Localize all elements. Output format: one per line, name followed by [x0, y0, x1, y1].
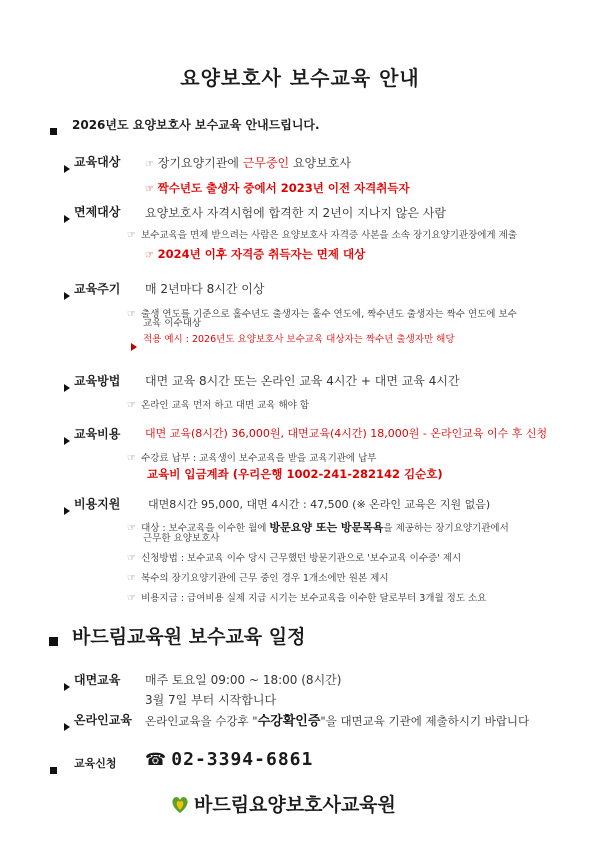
- hand-pointer-icon: ☞: [145, 184, 154, 195]
- hand-pointer-icon: ☞: [127, 230, 136, 241]
- hand-pointer-icon: ☞: [127, 593, 136, 604]
- intro-text: 2026년도 요양보호사 보수교육 안내드립니다.: [72, 118, 320, 132]
- leaf-logo-icon: [168, 792, 192, 816]
- cost-line3: 교육비 입금계좌 (우리은행 1002-241-282142 김순호): [147, 467, 443, 481]
- apply-label: 교육신청: [74, 757, 117, 770]
- online-line: 온라인교육을 수강후 "수강확인증"을 대면교육 기관에 제출하시기 바랍니다: [145, 714, 530, 729]
- offline-line2: 3월 7일 부터 시작합니다: [145, 693, 277, 707]
- online-arrow-icon: [64, 716, 70, 735]
- support-line5: ☞ 비용지급 : 급여비용 실제 지급 시기는 보수교육을 이수한 달로부터 3개월 정도 소요: [127, 593, 487, 604]
- support-line2-cont: 근무한 요양보호사: [143, 533, 220, 544]
- hand-pointer-icon: ☞: [145, 250, 154, 261]
- target-line2: ☞ 짝수년도 출생자 중에서 2023년 이전 자격취득자: [145, 181, 410, 195]
- apply-bullet: [50, 759, 57, 778]
- cost-line2: ☞ 수강료 납부 : 교육생이 보수교육을 받을 교육기관에 납부: [127, 453, 377, 464]
- cycle-line2-cont: 교육 이수대상: [143, 318, 202, 329]
- cycle-arrow-icon: [64, 285, 70, 304]
- cycle-label: 교육주기: [74, 282, 121, 296]
- method-label: 교육방법: [74, 374, 121, 388]
- cost-arrow-icon: [64, 430, 70, 449]
- support-line4: ☞ 복수의 장기요양기관에 근무 중인 경우 1개소에만 원본 제시: [127, 573, 389, 584]
- hand-pointer-icon: ☞: [127, 453, 136, 464]
- offline-arrow-icon: [64, 676, 70, 695]
- apply-phone[interactable]: [145, 749, 313, 770]
- phone-icon: ☎: [145, 750, 167, 770]
- exempt-line3: ☞ 2024년 이후 자격증 취득자는 면제 대상: [145, 247, 366, 261]
- cycle-line3: 적용 예시 : 2026년도 요양보호사 보수교육 대상자는 짝수년 출생자만 해당: [143, 334, 455, 345]
- cost-label: 교육비용: [74, 427, 121, 441]
- method-line1: 대면 교육 8시간 또는 온라인 교육 4시간 + 대면 교육 4시간: [145, 374, 460, 388]
- target-label: 교육대상: [74, 155, 121, 169]
- cycle-line3-arrow-icon: [131, 336, 137, 355]
- method-line2: ☞ 온라인 교육 먼저 하고 대면 교육 해야 함: [127, 400, 310, 411]
- hand-pointer-icon: ☞: [127, 553, 136, 564]
- intro-bullet: [50, 120, 57, 139]
- academy-logo-text: 바드림요양보호사교육원: [194, 794, 396, 816]
- page-title: 요양보호사 보수교육 안내: [180, 66, 420, 90]
- cycle-line2: ☞ 출생 연도를 기준으로 홀수년도 출생자는 홀수 연도에, 짝수년도 출생자는 짝수 연도에 보수: [127, 309, 517, 320]
- schedule-bullet: [49, 631, 58, 650]
- hand-pointer-icon: ☞: [145, 159, 154, 170]
- support-line1: 대면8시간 95,000, 대면 4시간 : 47,500 (※ 온라인 교육은 지원 없음): [148, 498, 491, 511]
- phone-number: 02-3394-6861: [171, 749, 314, 770]
- target-line1: ☞ 장기요양기관에 근무중인 요양보호사: [145, 156, 351, 170]
- support-label: 비용지원: [74, 497, 121, 511]
- hand-pointer-icon: ☞: [127, 523, 136, 534]
- hand-pointer-icon: ☞: [127, 309, 136, 320]
- cost-line1: 대면 교육(8시간) 36,000원, 대면교육(4시간) 18,000원 - 온라인교육 이수 후 신청: [145, 427, 548, 440]
- offline-line1: 매주 토요일 09:00 ~ 18:00 (8시간): [145, 673, 342, 687]
- hand-pointer-icon: ☞: [127, 573, 136, 584]
- academy-logo: [168, 790, 396, 817]
- target-arrow-icon: [64, 158, 70, 177]
- method-arrow-icon: [64, 377, 70, 396]
- hand-pointer-icon: ☞: [127, 400, 136, 411]
- support-line2: ☞ 대상 : 보수교육을 이수한 월에 방문요양 또는 방문목욕을 제공하는 장기요양기관에서: [127, 521, 509, 534]
- exempt-line1: 요양보호사 자격시험에 합격한 지 2년이 지나지 않은 사람: [145, 206, 446, 220]
- support-line3: ☞ 신청방법 : 보수교육 이수 당시 근무했던 방문기관으로 '보수교육 이수증' 제시: [127, 553, 462, 564]
- schedule-title: 바드림교육원 보수교육 일정: [72, 626, 306, 648]
- offline-label: 대면교육: [74, 673, 121, 687]
- exempt-line2: ☞ 보수교육을 면제 받으려는 사람은 요양보호사 자격증 사본을 소속 장기요양기관장에게 제출: [127, 230, 517, 241]
- cycle-line1: 매 2년마다 8시간 이상: [145, 282, 265, 296]
- online-label: 온라인교육: [74, 713, 132, 727]
- exempt-label: 면제대상: [74, 205, 121, 219]
- support-arrow-icon: [64, 500, 70, 519]
- exempt-arrow-icon: [64, 208, 70, 227]
